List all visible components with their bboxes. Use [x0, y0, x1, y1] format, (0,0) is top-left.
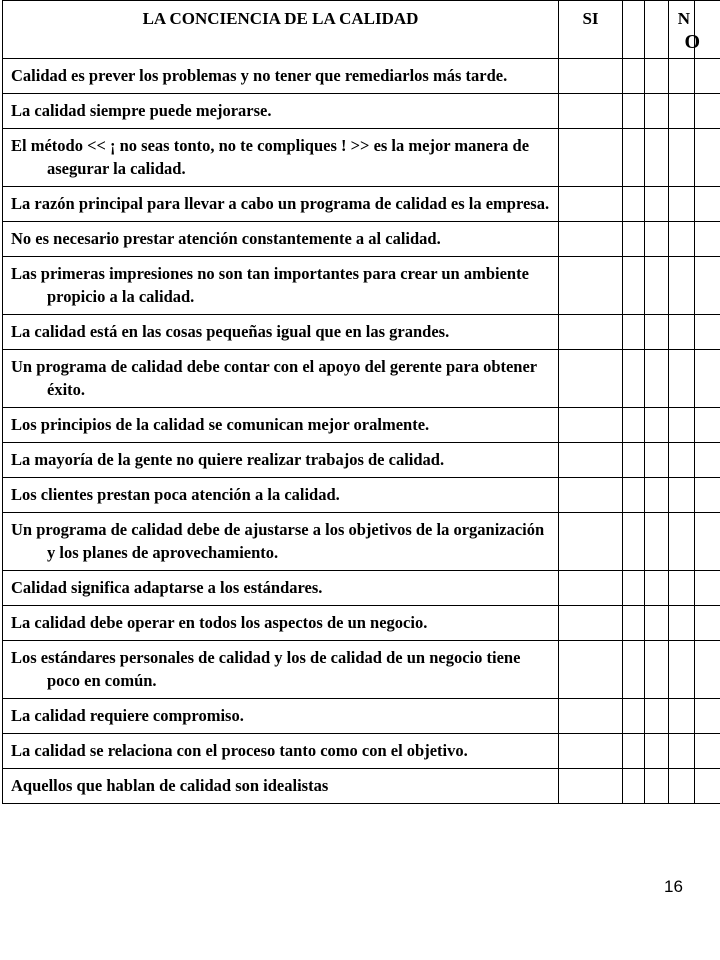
answer-cell-3[interactable] [645, 641, 669, 699]
answer-cell-3[interactable] [645, 478, 669, 513]
page-number: 16 [664, 877, 683, 896]
answer-cell-5[interactable] [695, 699, 720, 734]
answer-cell-2[interactable] [623, 187, 645, 222]
answer-no-cell[interactable] [669, 129, 695, 187]
answer-si-cell[interactable] [559, 315, 623, 350]
table-row [3, 769, 720, 804]
answer-si-cell[interactable] [559, 769, 623, 804]
answer-cell-5[interactable] [695, 315, 720, 350]
header-si: SI [559, 1, 623, 59]
answer-no-cell[interactable] [669, 350, 695, 408]
statement-cell [3, 606, 559, 641]
answer-cell-2[interactable] [623, 571, 645, 606]
answer-cell-3[interactable] [645, 699, 669, 734]
statement-cell [3, 257, 559, 315]
statement-cell [3, 641, 559, 699]
answer-si-cell[interactable] [559, 350, 623, 408]
table-row [3, 257, 720, 315]
header-no-label: N [677, 9, 690, 28]
answer-cell-2[interactable] [623, 443, 645, 478]
table-row [3, 315, 720, 350]
table-row [3, 222, 720, 257]
answer-cell-2[interactable] [623, 257, 645, 315]
answer-cell-5[interactable] [695, 443, 720, 478]
statement-cell [3, 513, 559, 571]
statement-cell [3, 408, 559, 443]
table-row [3, 187, 720, 222]
statement-text: Un programa de calidad debe de ajustarse a los objetivos de la organización y los planes de aprovechamiento. [11, 520, 545, 562]
answer-cell-5[interactable] [695, 129, 720, 187]
table-row [3, 94, 720, 129]
header-no [669, 1, 700, 59]
answer-si-cell[interactable] [559, 129, 623, 187]
header-spacer-2 [645, 1, 669, 59]
answer-si-cell[interactable] [559, 513, 623, 571]
answer-si-cell[interactable] [559, 571, 623, 606]
table-row [3, 350, 720, 408]
answer-cell-2[interactable] [623, 315, 645, 350]
table-row [3, 734, 720, 769]
answer-cell-2[interactable] [623, 641, 645, 699]
table-row [3, 478, 720, 513]
answer-cell-3[interactable] [645, 606, 669, 641]
answer-cell-3[interactable] [645, 315, 669, 350]
answer-cell-5[interactable] [695, 59, 720, 94]
answer-cell-2[interactable] [623, 769, 645, 804]
answer-cell-3[interactable] [645, 129, 669, 187]
statement-cell [3, 222, 559, 257]
statement-cell [3, 478, 559, 513]
answer-si-cell[interactable] [559, 222, 623, 257]
quality-awareness-table [2, 0, 720, 804]
answer-cell-2[interactable] [623, 699, 645, 734]
statement-cell [3, 59, 559, 94]
answer-cell-3[interactable] [645, 571, 669, 606]
table-row [3, 59, 720, 94]
answer-cell-5[interactable] [695, 641, 720, 699]
answer-no-cell[interactable] [669, 478, 695, 513]
statement-rows [3, 59, 720, 804]
answer-cell-5[interactable] [695, 257, 720, 315]
statement-text: La mayoría de la gente no quiere realizar trabajos de calidad. [11, 450, 445, 469]
answer-cell-5[interactable] [695, 350, 720, 408]
answer-si-cell[interactable] [559, 606, 623, 641]
answer-si-cell[interactable] [559, 187, 623, 222]
answer-cell-2[interactable] [623, 734, 645, 769]
answer-no-cell[interactable] [669, 699, 695, 734]
answer-no-cell[interactable] [669, 769, 695, 804]
answer-si-cell[interactable] [559, 59, 623, 94]
answer-si-cell[interactable] [559, 641, 623, 699]
answer-cell-3[interactable] [645, 513, 669, 571]
answer-cell-2[interactable] [623, 606, 645, 641]
answer-no-cell[interactable] [669, 222, 695, 257]
statement-text: El método << ¡ no seas tonto, no te compliques ! >> es la mejor manera de asegurar la calidad. [11, 136, 530, 178]
answer-cell-5[interactable] [695, 606, 720, 641]
statement-cell [3, 187, 559, 222]
answer-cell-3[interactable] [645, 257, 669, 315]
table-row [3, 571, 720, 606]
answer-cell-5[interactable] [695, 222, 720, 257]
answer-no-cell[interactable] [669, 315, 695, 350]
statement-cell [3, 699, 559, 734]
answer-si-cell[interactable] [559, 257, 623, 315]
answer-no-cell[interactable] [669, 571, 695, 606]
answer-cell-2[interactable] [623, 94, 645, 129]
statement-cell [3, 443, 559, 478]
statement-text: Un programa de calidad debe contar con el apoyo del gerente para obtener éxito. [11, 357, 537, 399]
answer-cell-5[interactable] [695, 478, 720, 513]
answer-no-cell[interactable] [669, 257, 695, 315]
header-title: LA CONCIENCIA DE LA CALIDAD [3, 1, 559, 59]
answer-cell-5[interactable] [695, 187, 720, 222]
answer-cell-3[interactable] [645, 222, 669, 257]
answer-si-cell[interactable] [559, 734, 623, 769]
statement-text: La calidad está en las cosas pequeñas igual que en las grandes. [11, 322, 450, 341]
answer-cell-5[interactable] [695, 408, 720, 443]
answer-cell-3[interactable] [645, 734, 669, 769]
answer-cell-2[interactable] [623, 129, 645, 187]
statement-text: La razón principal para llevar a cabo un programa de calidad es la empresa. [11, 194, 550, 213]
answer-cell-5[interactable] [695, 513, 720, 571]
answer-cell-2[interactable] [623, 350, 645, 408]
answer-cell-2[interactable] [623, 478, 645, 513]
statement-cell [3, 734, 559, 769]
answer-no-cell[interactable] [669, 408, 695, 443]
answer-si-cell[interactable] [559, 443, 623, 478]
answer-si-cell[interactable] [559, 699, 623, 734]
table-row [3, 443, 720, 478]
statement-cell [3, 571, 559, 606]
statement-text: Los clientes prestan poca atención a la calidad. [11, 485, 340, 504]
statement-text: Aquellos que hablan de calidad son idealistas [11, 776, 329, 795]
answer-si-cell[interactable] [559, 408, 623, 443]
answer-cell-3[interactable] [645, 59, 669, 94]
table-row [3, 129, 720, 187]
answer-cell-2[interactable] [623, 222, 645, 257]
answer-cell-3[interactable] [645, 443, 669, 478]
statement-cell [3, 350, 559, 408]
answer-cell-5[interactable] [695, 769, 720, 804]
answer-cell-3[interactable] [645, 94, 669, 129]
answer-no-cell[interactable] [669, 513, 695, 571]
table-header-row [3, 1, 720, 59]
answer-no-cell[interactable] [669, 641, 695, 699]
answer-si-cell[interactable] [559, 478, 623, 513]
header-spacer-1 [623, 1, 645, 59]
statement-text: Los principios de la calidad se comunican mejor oralmente. [11, 415, 430, 434]
statement-text: Calidad es prever los problemas y no tener que remediarlos más tarde. [11, 66, 508, 85]
table-row [3, 408, 720, 443]
answer-si-cell[interactable] [559, 94, 623, 129]
answer-cell-3[interactable] [645, 187, 669, 222]
answer-cell-3[interactable] [645, 769, 669, 804]
answer-cell-3[interactable] [645, 408, 669, 443]
table-row [3, 699, 720, 734]
answer-no-cell[interactable] [669, 443, 695, 478]
answer-cell-5[interactable] [695, 94, 720, 129]
statement-text: No es necesario prestar atención constantemente a al calidad. [11, 229, 441, 248]
answer-no-cell[interactable] [669, 187, 695, 222]
statement-text: La calidad debe operar en todos los aspectos de un negocio. [11, 613, 428, 632]
statement-text: La calidad requiere compromiso. [11, 706, 244, 725]
answer-no-cell[interactable] [669, 59, 695, 94]
statement-text: Los estándares personales de calidad y los de calidad de un negocio tiene poco en común. [11, 648, 521, 690]
statement-cell [3, 769, 559, 804]
answer-no-cell[interactable] [669, 606, 695, 641]
table-row [3, 641, 720, 699]
statement-text: Las primeras impresiones no son tan importantes para crear un ambiente propicio a la calidad. [11, 264, 529, 306]
answer-cell-2[interactable] [623, 513, 645, 571]
answer-cell-3[interactable] [645, 350, 669, 408]
table-row [3, 606, 720, 641]
statement-cell [3, 129, 559, 187]
answer-cell-5[interactable] [695, 734, 720, 769]
statement-text: La calidad se relaciona con el proceso tanto como con el objetivo. [11, 741, 468, 760]
answer-no-cell[interactable] [669, 734, 695, 769]
statement-cell [3, 315, 559, 350]
statement-text: Calidad significa adaptarse a los estándares. [11, 578, 323, 597]
answer-cell-2[interactable] [623, 408, 645, 443]
table-row [3, 513, 720, 571]
statement-cell [3, 94, 559, 129]
statement-text: La calidad siempre puede mejorarse. [11, 101, 272, 120]
answer-no-cell[interactable] [669, 94, 695, 129]
answer-cell-5[interactable] [695, 571, 720, 606]
answer-cell-2[interactable] [623, 59, 645, 94]
header-no-overflow: O [684, 31, 700, 53]
